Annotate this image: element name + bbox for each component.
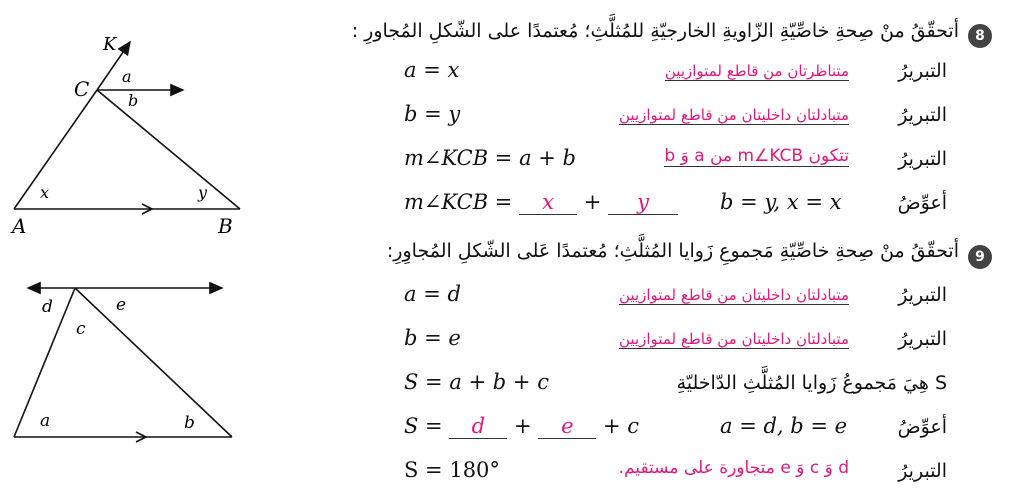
- math-statement: a = d: [404, 282, 461, 306]
- justification-answer: d وَ c وَ e متجاورة على مستقيم.: [618, 458, 849, 478]
- blank-answer: d: [449, 414, 507, 439]
- lhs: m∠KCB =: [404, 190, 513, 214]
- question-number-badge: 9: [968, 245, 992, 269]
- justification-answer: متبادلتان داخليتان من قاطع لمتوازيين: [619, 106, 849, 124]
- side-ac: [14, 90, 97, 209]
- math-statement: a = x: [404, 58, 460, 82]
- row-label: التبريرُ: [898, 328, 947, 350]
- given-values: b = y, x = x: [720, 190, 842, 214]
- label-c: C: [74, 77, 90, 101]
- blank-answer: x: [519, 190, 577, 215]
- row-label: التبريرُ: [898, 104, 947, 126]
- side-cb: [97, 90, 240, 209]
- justification-answer: تتكون m∠KCB من a وَ b: [664, 146, 849, 166]
- row-label: أعوِّضُ: [897, 192, 947, 214]
- label-angle-e: e: [116, 295, 127, 315]
- justification-answer: متناظرتان من قاطع لمتوازيين: [664, 62, 849, 80]
- math-statement: b = e: [404, 326, 461, 350]
- label-k: K: [103, 34, 117, 55]
- justification-answer: متبادلتان داخليتان من قاطع لمتوازيين: [619, 330, 849, 348]
- row-label: أعوِّضُ: [897, 416, 947, 438]
- row-label: التبريرُ: [898, 284, 947, 306]
- question-number-badge: 8: [968, 24, 992, 48]
- label-angle-b: b: [128, 91, 139, 110]
- math-statement: S = a + b + c: [404, 370, 549, 394]
- substitution-line: [404, 190, 678, 215]
- label-a-vertex: A: [12, 214, 27, 238]
- label-angle-x: x: [40, 183, 50, 202]
- row-label: التبريرُ: [898, 60, 947, 82]
- question-8-text: أتحقّقُ منْ صِحةِ خاصِّيّةِ الزّاويةِ الخارجيّةِ للمُثلَّثِ؛ مُعتمدًا على الشّكلِ المُجاورِ :: [351, 20, 959, 42]
- label-angle-y: y: [198, 183, 208, 202]
- math-statement: b = y: [404, 102, 461, 126]
- given-values: a = d, b = e: [720, 414, 848, 438]
- label-angle-a: a: [122, 67, 132, 86]
- label-angle-c: c: [76, 319, 86, 339]
- plus-sign: +: [583, 190, 602, 214]
- label-angle-b: b: [184, 413, 195, 433]
- tail: + c: [603, 414, 640, 438]
- figure-angle-sum: [0, 270, 260, 450]
- justification-answer: متبادلتان داخليتان من قاطع لمتوازيين: [619, 286, 849, 304]
- substitution-line: [404, 414, 639, 439]
- question-9-text: أتحقّقُ منْ صِحةِ خاصِّيّةِ مَجموعِ زَوايا المُثلَّثِ؛ مُعتمدًا عَلى الشّكلِ المُجاوِرِ:: [386, 240, 959, 262]
- figure-exterior-angle: [0, 28, 260, 243]
- label-b-vertex: B: [218, 214, 233, 238]
- math-statement: m∠KCB = a + b: [404, 146, 576, 170]
- sum-definition: S هِيَ مَجموعُ زَوايا المُثلَّثِ الدّاخليّةِ: [676, 372, 947, 394]
- label-angle-d: d: [42, 297, 53, 317]
- row-label: التبريرُ: [898, 460, 947, 482]
- lhs: S =: [404, 414, 443, 438]
- math-statement: S = 180°: [404, 458, 500, 482]
- blank-answer: y: [608, 190, 678, 215]
- right-side: [75, 288, 232, 437]
- plus-sign: +: [514, 414, 532, 438]
- label-angle-a: a: [40, 411, 51, 431]
- blank-answer: e: [538, 414, 596, 439]
- row-label: التبريرُ: [898, 148, 947, 170]
